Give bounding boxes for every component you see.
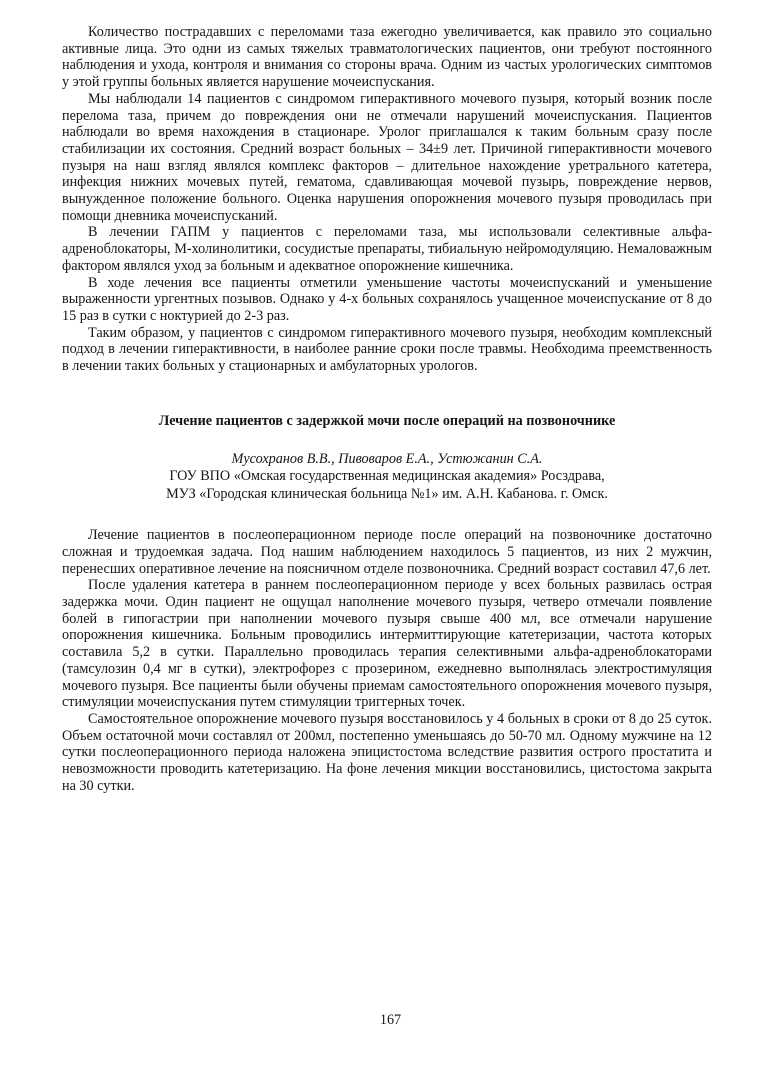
- paragraph: Таким образом, у пациентов с синдромом гиперактивного мочевого пузыря, необходим комплексный подход в лечении гиперактивности, в наиболее ранние сроки после травмы. Необходима преемственность в лечении таких больных у стационарных и амбулаторных урологов.: [62, 324, 712, 375]
- paragraph: Лечение пациентов в послеоперационном периоде после операций на позвоночнике достаточно сложная и трудоемкая задача. Под нашим наблюдением находилось 5 пациентов, из них 2 мужчин, перенесших оперативное лечение на поясничном отделе позвоночника. Средний возраст составил 47,6 лет.: [62, 527, 712, 577]
- article-spine-surgery: [62, 413, 712, 795]
- page-number: 167: [379, 1012, 402, 1028]
- paragraph: Количество пострадавших с переломами таза ежегодно увеличивается, как правило это социально активные лица. Это одни из самых тяжелых травматологических пациентов, они требуют постоянного наблюдения и ухода, контроля и внимания со стороны врача. Одним из частых урологических симптомов у этой группы больных является нарушение мочеиспускания.: [62, 24, 712, 91]
- paragraph: После удаления катетера в раннем послеоперационном периоде у всех больных развилась острая задержка мочи. Один пациент не ощущал наполнение мочевого пузыря, четверо отмечали появление болей в гипогастрии при наполнении мочевого пузыря свыше 400 мл, все отмечали нарушение опорожнения кишечника. Больным проводились интермиттирующие катетеризации, частота которых составила 5,2 в сутки. Параллельно проводилась терапия селективными альфа-адреноблокаторами (тамсулозин 0,4 мг в сутки), электрофорез с прозерином, ежедневно выполнялась электростимуляция мочевого пузыря. Все пациенты были обучены приемам самостоятельного опорожнения мочевого пузыря, стимуляции мочеиспускания путем стимуляции триггерных точек.: [62, 577, 712, 711]
- page-content: [62, 24, 712, 795]
- paragraph: В ходе лечения все пациенты отметили уменьшение частоты мочеиспусканий и уменьшение выраженности ургентных позывов. Однако у 4-х больных сохранялось учащенное мочеиспускание от 8 до 15 раз в сутки с ноктурией до 2-3 раз.: [62, 274, 712, 324]
- affiliation-line: МУЗ «Городская клиническая больница №1» им. А.Н. Кабанова. г. Омск.: [166, 485, 608, 502]
- affiliation-line: ГОУ ВПО «Омская государственная медицинская академия» Росздрава,: [169, 468, 605, 485]
- paragraph: В лечении ГАПМ у пациентов с переломами таза, мы использовали селективные альфа-адреноблокаторы, М-холинолитики, сосудистые препараты, тибиальную нейромодуляцию. Немаловажным фактором являлся уход за больным и адекватное опорожнение кишечника.: [62, 224, 712, 274]
- authors-line: Мусохранов В.В., Пивоваров Е.А., Устюжанин С.А.: [231, 450, 543, 467]
- spacer: [62, 503, 712, 527]
- article-pelvic-fractures: [62, 24, 712, 375]
- paragraph: Самостоятельное опорожнение мочевого пузыря восстановилось у 4 больных в сроки от 8 до 25 суток. Объем остаточной мочи составлял от 200мл, постепенно уменьшаясь до 50-70 мл. Одному мужчине на 12 сутки послеоперационного периода наложена эпицистостома вследствие развития острого простатита и невозможности проводить катетеризацию. На фоне лечения микции восстановились, цистостома закрыта на 30 сутки.: [62, 711, 712, 794]
- paragraph: Мы наблюдали 14 пациентов с синдромом гиперактивного мочевого пузыря, который возник после перелома таза, причем до повреждения они не отмечали нарушений мочеиспускания. Пациентов наблюдали во время нахождения в стационаре. Уролог приглашался к таким больным сразу после стабилизации их состояния. Средний возраст больных – 34±9 лет. Причиной гиперактивности мочевого пузыря на наш взгляд являлся комплекс факторов – длительное нахождение уретрального катетера, инфекция нижних мочевых путей, гематома, сдавливающая мочевой пузырь, повреждение нервов, вынужденное положение больного. Оценка нарушения опорожнения мочевого пузыря проводилась при помощи дневника мочеиспусканий.: [62, 90, 712, 224]
- section-title: Лечение пациентов с задержкой мочи после операций на позвоночнике: [158, 412, 616, 429]
